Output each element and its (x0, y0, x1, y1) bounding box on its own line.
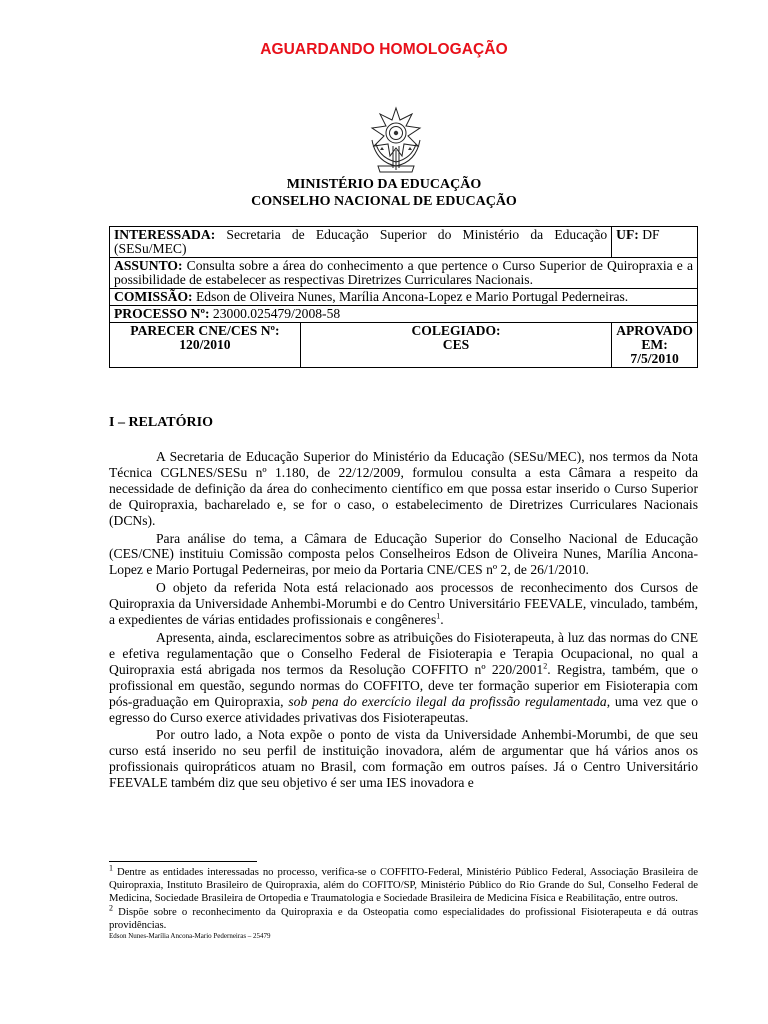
colegiado-cell (300, 323, 611, 368)
parecer-value: 120/2010 (179, 337, 231, 352)
interessada-label: INTERESSADA: (114, 227, 216, 242)
footnote-1 (109, 863, 698, 906)
footnote-2 (109, 903, 698, 932)
footnote-ref-2: 2 (543, 661, 548, 671)
aprovado-value: 7/5/2010 (630, 351, 679, 366)
brazil-coat-of-arms-icon (366, 106, 426, 176)
aprovado-cell (612, 323, 698, 368)
footnote-2-mark: 2 (109, 903, 113, 913)
ministry-name: MINISTÉRIO DA EDUCAÇÃO (286, 177, 482, 192)
paragraph-4-text-a: Apresenta, ainda, esclarecimentos sobre as atribuições do Fisioterapeuta, à luz das normas do CNE e efetiva regulamentação que o Conselho Federal de Fisioterapia e Terapia Ocupacional, no qual a Quiropraxia está abrigada nos termos da Resolução COFFITO nº 220/2001 (109, 629, 698, 677)
approval-status-banner: AGUARDANDO HOMOLOGAÇÃO (260, 41, 508, 58)
report-body (109, 449, 698, 791)
uf-label: UF: (616, 227, 639, 242)
footnote-separator (109, 861, 257, 862)
author-footer: Edson Nunes-Marília Ancona-Mario Pederneiras – 25479 (109, 932, 271, 941)
footnote-ref-1: 1 (436, 611, 441, 621)
paragraph-5: Por outro lado, a Nota expõe o ponto de vista da Universidade Anhembi-Morumbi, de que seu curso está inserido no seu perfil de instituição inovadora, além de argumentar que há vários anos os profissionais quiropráticos atuam no Brasil, com formação em outros países. Já o Centro Universitário FEEVALE também diz que seu objetivo é ser uma IES inovadora e (109, 727, 698, 791)
colegiado-label: COLEGIADO: (411, 323, 501, 338)
assunto-row (110, 258, 698, 289)
comissao-value: Edson de Oliveira Nunes, Marília Ancona-Lopez e Mario Portugal Pederneiras. (195, 289, 629, 304)
process-info-table (109, 226, 698, 368)
assunto-value: Consulta sobre a área do conhecimento a que pertence o Curso Superior de Quiropraxia e a possibilidade de estabelecer as respectivas Diretrizes Curriculares Nacionais. (114, 258, 693, 287)
assunto-label: ASSUNTO: (114, 258, 183, 273)
paragraph-3-end: . (440, 612, 444, 628)
parecer-cell (110, 323, 301, 368)
processo-row (110, 306, 698, 323)
comissao-row (110, 289, 698, 306)
footnote-1-text: Dentre as entidades interessadas no processo, verifica-se o COFFITO-Federal, Ministério Público Federal, Associação Brasileira de Quiropraxia, Instituto Brasileiro de Quiropraxia, além do COFITO/SP, Ministério Público do Rio Grande do Sul, Conselho Federal de Medicina, Sociedade Brasileira de Ortopedia e Traumatologia e Sociedade Brasileira de Medicina Física e Reabilitação, entre outros. (109, 866, 698, 905)
council-name: CONSELHO NACIONAL DE EDUCAÇÃO (251, 193, 517, 209)
uf-cell (612, 227, 698, 258)
section-title: I – RELATÓRIO (109, 415, 213, 430)
interessada-value: Secretaria de Educação Superior do Ministério da Educação (SESu/MEC) (114, 227, 608, 256)
processo-label: PROCESSO Nº: (114, 306, 210, 321)
processo-cell (110, 306, 698, 323)
paragraph-2: Para análise do tema, a Câmara de Educação Superior do Conselho Nacional de Educação (CES/CNE) instituiu Comissão composta pelos Conselheiros Edson de Oliveira Nunes, Marília Ancona-Lopez e Mario Portugal Pederneiras, por meio da Portaria CNE/CES nº 2, de 26/1/2010. (109, 530, 698, 578)
footnote-2-text: Dispõe sobre o reconhecimento da Quiropraxia e da Osteopatia como especialidades do profissional Fisioterapeuta e dá outras providências. (109, 905, 698, 931)
processo-value: 23000.025479/2008-58 (212, 306, 341, 321)
colegiado-value: CES (442, 337, 470, 352)
parecer-row (110, 323, 698, 368)
paragraph-4-text-b: . Registra, também, que o profissional em questão, segundo normas do COFFITO, deve ter formação superior em Fisioterapia com pós-graduação em Quiropraxia, (109, 661, 698, 709)
paragraph-3-text: O objeto da referida Nota está relacionado aos processos de reconhecimento dos Cursos de Quiropraxia da Universidade Anhembi-Morumbi e do Centro Universitário FEEVALE, vinculado, também, a expedientes de várias entidades profissionais e congêneres (109, 580, 698, 628)
footnotes (109, 863, 698, 941)
assunto-cell (110, 258, 698, 289)
paragraph-1: A Secretaria de Educação Superior do Ministério da Educação (SESu/MEC), nos termos da Nota Técnica CGLNES/SESu nº 1.180, de 22/12/2009, formulou consulta a esta Câmara a respeito da necessidade de definição da área do conhecimento científico em que possa estar inserido o Curso Superior de Quiropraxia, bacharelado e, se for o caso, o estabelecimento de Diretrizes Curriculares Nacionais (DCNs). (109, 449, 698, 528)
interessada-cell (110, 227, 612, 258)
parecer-label: PARECER CNE/CES Nº: (130, 323, 280, 338)
paragraph-4-emphasis: sob pena do exercício ilegal da profissão regulamentada (288, 693, 607, 709)
uf-value: DF (642, 227, 660, 242)
aprovado-label: APROVADO EM: (616, 323, 693, 352)
document-header (0, 177, 768, 210)
interessada-row (110, 227, 698, 258)
paragraph-3 (109, 580, 698, 628)
footnote-1-mark: 1 (109, 863, 113, 873)
comissao-label: COMISSÃO: (114, 289, 193, 304)
paragraph-4 (109, 630, 698, 725)
paragraph-4-text-c: , uma vez que o egresso do Curso exerce atividades privativas dos Fisioterapeutas. (109, 693, 699, 725)
comissao-cell (110, 289, 698, 306)
